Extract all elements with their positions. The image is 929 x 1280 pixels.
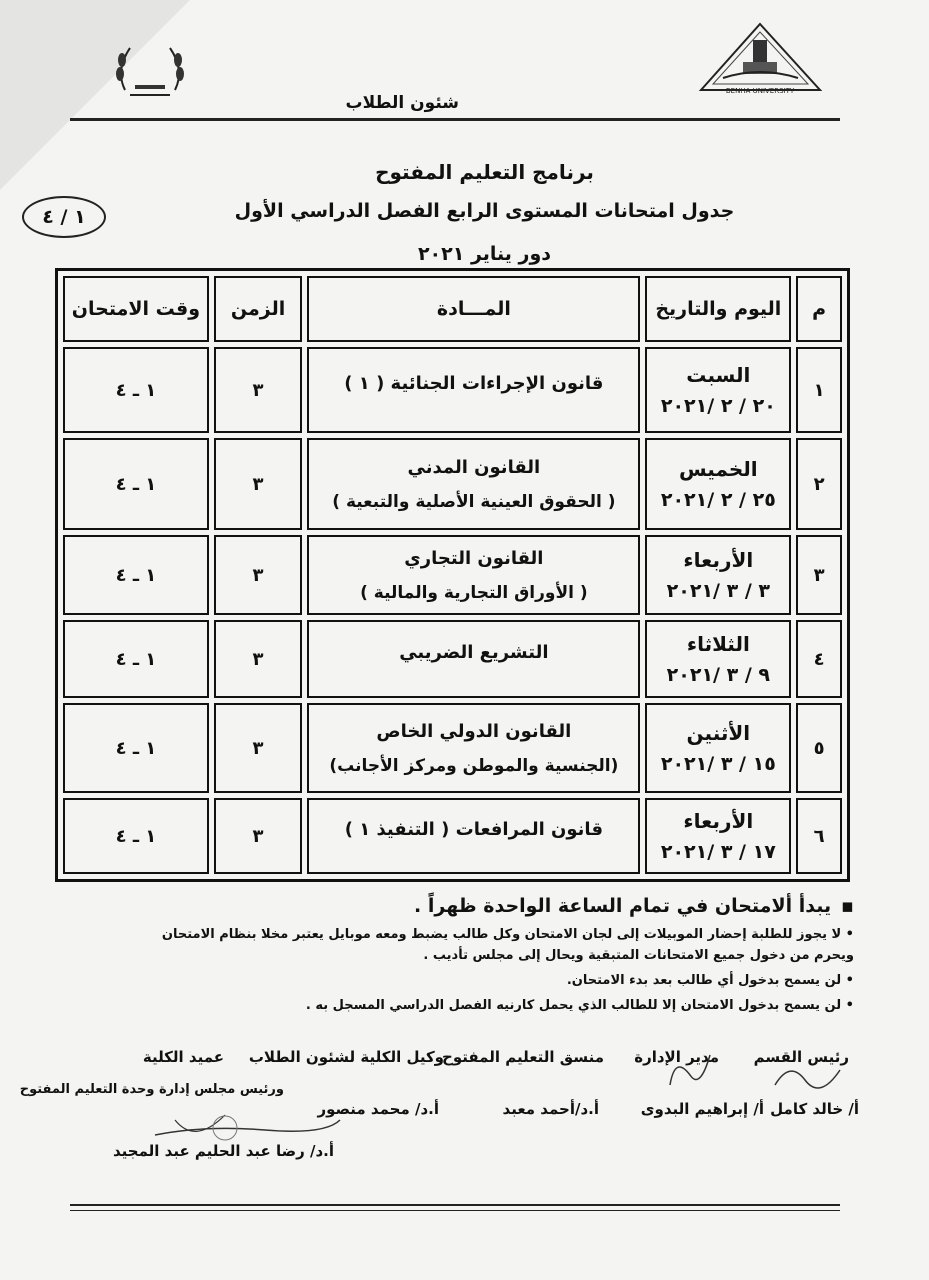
row-exam-time: ١ ـ ٤	[63, 798, 209, 874]
row-exam-time: ١ ـ ٤	[63, 347, 209, 433]
title-board-chair: ورئيس مجلس إدارة وحدة التعليم المفتوح	[19, 1082, 284, 1097]
row-duration: ٣	[214, 703, 302, 793]
row-subject-name: القانون الدولي الخاص	[376, 720, 572, 742]
row-date: ٣ / ٣ /٢٠٢١	[666, 580, 770, 602]
table-row	[63, 620, 842, 698]
row-duration: ٣	[214, 798, 302, 874]
table-row	[63, 798, 842, 874]
row-day-date	[645, 620, 791, 698]
signature-mark	[145, 1100, 345, 1150]
row-number: ٤	[796, 620, 842, 698]
logo-text: BENHA UNIVERSITY	[725, 87, 795, 95]
row-subject	[307, 798, 640, 874]
row-number: ٦	[796, 798, 842, 874]
header-exam-time: وقت الامتحان	[63, 276, 209, 342]
row-day-date	[645, 703, 791, 793]
name-coordinator: أ.د/أحمد معبد	[502, 1100, 599, 1118]
header-subject: المـــادة	[307, 276, 640, 342]
row-day: السبت	[686, 363, 751, 387]
name-dean: أ.د/ رضا عبد الحليم عبد المجيد	[113, 1142, 334, 1160]
row-subject	[307, 347, 640, 433]
name-admin-director: أ/ إبراهيم البدوى	[640, 1100, 764, 1118]
row-subject-detail: ( الأوراق التجارية والمالية )	[360, 582, 588, 603]
note-late-entry: • لن يسمح بدخول أي طالب بعد بدء الامتحان.	[566, 973, 854, 988]
bullet-icon: ▪	[841, 895, 854, 917]
row-day-date	[645, 438, 791, 530]
row-date: ١٥ / ٣ /٢٠٢١	[660, 753, 776, 775]
table-row	[63, 703, 842, 793]
title-coordinator: منسق التعليم المفتوح	[442, 1048, 604, 1066]
header-duration: الزمن	[214, 276, 302, 342]
row-date: ٩ / ٣ /٢٠٢١	[666, 664, 770, 686]
name-dept-head: أ/ خالد كامل	[770, 1100, 859, 1118]
row-exam-time: ١ ـ ٤	[63, 620, 209, 698]
faculty-emblem	[110, 40, 190, 102]
row-exam-time: ١ ـ ٤	[63, 438, 209, 530]
row-duration: ٣	[214, 620, 302, 698]
row-duration: ٣	[214, 535, 302, 615]
row-day-date	[645, 347, 791, 433]
row-date: ٢٠ / ٢ /٢٠٢١	[660, 395, 776, 417]
row-day-date	[645, 798, 791, 874]
table-row	[63, 535, 842, 615]
row-day: الأربعاء	[683, 809, 754, 833]
program-title: برنامج التعليم المفتوح	[375, 160, 594, 184]
signature-mark	[770, 1055, 850, 1095]
exam-notes	[54, 895, 854, 1013]
university-logo	[693, 18, 828, 96]
title-vice-dean: وكيل الكلية لشئون الطلاب	[248, 1048, 444, 1066]
row-number: ٣	[796, 535, 842, 615]
row-date: ١٧ / ٣ /٢٠٢١	[660, 841, 776, 863]
table-header-row	[63, 276, 842, 342]
row-subject-name: القانون التجاري	[404, 547, 544, 569]
row-day-date	[645, 535, 791, 615]
row-subject-name: التشريع الضريبي	[399, 641, 549, 663]
row-day: الأثنين	[686, 721, 751, 745]
title-admin-director: مدير الإدارة	[634, 1048, 719, 1066]
title-dean: عميد الكلية	[142, 1048, 224, 1066]
row-day: الأربعاء	[683, 548, 754, 572]
footer-divider-thin	[70, 1210, 840, 1211]
table-row	[63, 347, 842, 433]
row-number: ٢	[796, 438, 842, 530]
row-subject	[307, 535, 640, 615]
note-student-card: • لن يسمح بدخول الامتحان إلا للطالب الذي يحمل كارنيه الفصل الدراسي المسجل به .	[305, 998, 854, 1013]
footer-divider	[70, 1204, 840, 1206]
row-date: ٢٥ / ٢ /٢٠٢١	[660, 489, 776, 511]
header-number: م	[796, 276, 842, 342]
exam-table	[55, 268, 850, 882]
row-subject	[307, 438, 640, 530]
department-heading: شئون الطلاب	[345, 93, 459, 113]
title-dept-head: رئيس القسم	[753, 1048, 849, 1066]
table-row	[63, 438, 842, 530]
row-subject-name: قانون المرافعات ( التنفيذ ١ )	[344, 818, 603, 840]
row-subject-name: قانون الإجراءات الجنائية ( ١ )	[344, 372, 604, 394]
row-subject-name: القانون المدني	[407, 456, 541, 478]
row-duration: ٣	[214, 438, 302, 530]
name-vice-dean: أ.د/ محمد منصور	[317, 1100, 439, 1118]
row-subject	[307, 703, 640, 793]
row-day: الخميس	[679, 457, 758, 481]
row-day: الثلاثاء	[686, 632, 750, 656]
row-subject	[307, 620, 640, 698]
row-duration: ٣	[214, 347, 302, 433]
row-subject-detail: (الجنسية والموطن ومركز الأجانب)	[329, 755, 619, 776]
note-mobiles: • لا يجوز للطلبة إحضار الموبيلات إلى لجان الامتحان وكل طالب يضبط ومعه موبايل يعتبر مخلا بنظام الامتحان	[161, 927, 854, 942]
exam-session: دور يناير ٢٠٢١	[417, 243, 552, 265]
header-divider	[70, 118, 840, 121]
row-subject-detail: ( الحقوق العينية الأصلية والتبعية )	[332, 491, 616, 512]
signature-mark	[660, 1045, 720, 1095]
note-start-time: ▪يبدأ ألامتحان في تمام الساعة الواحدة ظهراً .	[414, 895, 854, 917]
row-exam-time: ١ ـ ٤	[63, 703, 209, 793]
schedule-title: جدول امتحانات المستوى الرابع الفصل الدراسي الأول	[234, 200, 735, 222]
row-exam-time: ١ ـ ٤	[63, 535, 209, 615]
note-mobiles-penalty: ويحرم من دخول جميع الامتحانات المتبقية ويحال إلى مجلس تأديب .	[423, 948, 854, 963]
row-number: ١	[796, 347, 842, 433]
page-number: ١ / ٤	[22, 196, 106, 238]
header-day-date: اليوم والتاريخ	[645, 276, 791, 342]
row-number: ٥	[796, 703, 842, 793]
